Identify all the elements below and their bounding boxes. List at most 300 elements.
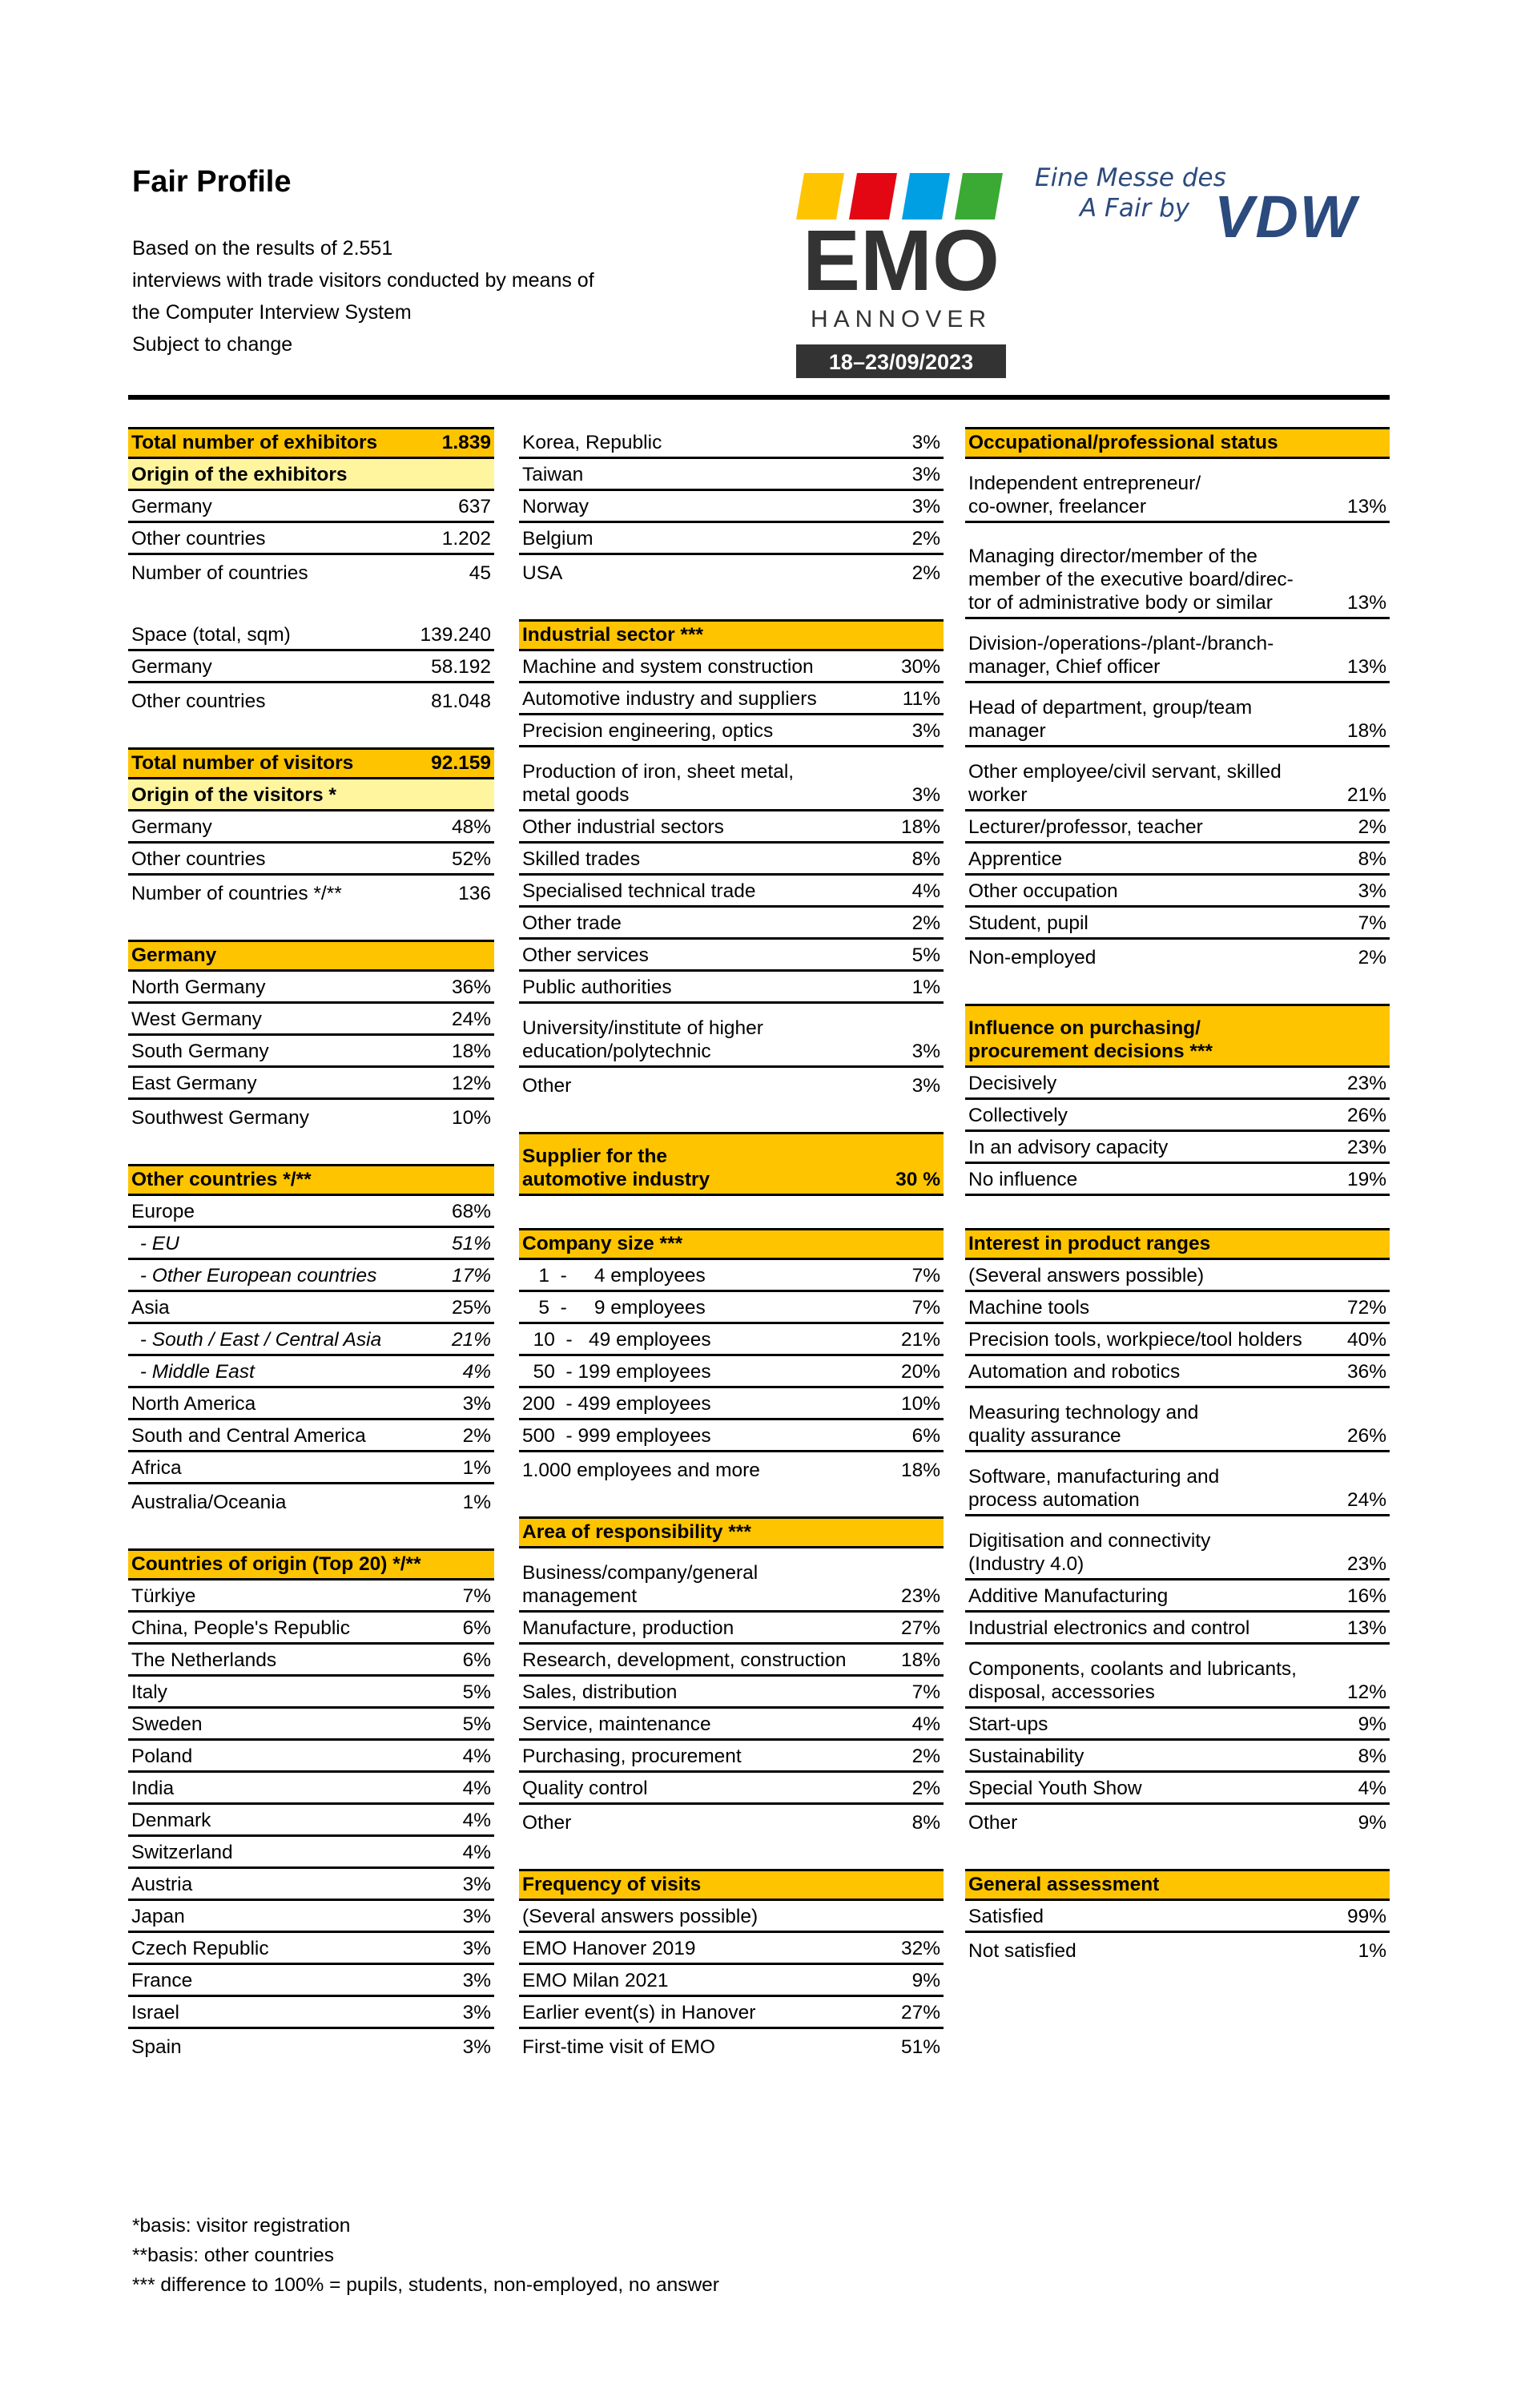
row-label: Purchasing, procurement	[522, 1746, 742, 1767]
row-label: - South / East / Central Asia	[135, 1329, 382, 1351]
table-row	[519, 459, 944, 491]
row-label: Machine and system construction	[522, 656, 814, 678]
row-label: Business/company/general management	[522, 1562, 758, 1607]
intro-line: Based on the results of 2.551	[132, 237, 393, 260]
row-value: 26%	[1346, 1425, 1386, 1447]
table-row	[128, 1773, 494, 1805]
row-label: 200 - 499 employees	[522, 1393, 711, 1415]
row-value: 99%	[1346, 1906, 1386, 1927]
row-label: Public authorities	[522, 976, 672, 998]
spacer	[128, 908, 494, 940]
table-row	[128, 1645, 494, 1677]
row-value: 8%	[1358, 848, 1386, 870]
table-row	[128, 844, 494, 876]
table-row	[965, 1773, 1390, 1805]
row-label: Germany	[131, 944, 217, 966]
row-value: 40%	[1346, 1329, 1386, 1351]
row-label: Europe	[131, 1201, 195, 1222]
table-row	[965, 908, 1390, 940]
row-label: Denmark	[131, 1810, 211, 1831]
row-value: 3%	[911, 1075, 940, 1097]
row-value: 2%	[911, 528, 940, 550]
row-value: 3%	[911, 784, 940, 806]
row-label: Other services	[522, 944, 649, 966]
row-label: Software, manufacturing and process automation	[968, 1466, 1220, 1511]
row-value: 3%	[911, 720, 940, 742]
table-row	[965, 1933, 1390, 1965]
row-label: 1.000 employees and more	[522, 1460, 760, 1481]
row-value: 9%	[911, 1970, 940, 1991]
row-label: Sales, distribution	[522, 1681, 678, 1703]
row-value: 4%	[462, 1842, 491, 1863]
row-label: EMO Hanover 2019	[522, 1938, 696, 1959]
row-label: Other employee/civil servant, skilled worker	[968, 761, 1282, 806]
table-row	[965, 523, 1390, 619]
spacer	[965, 1196, 1390, 1228]
row-label: Influence on purchasing/ procurement decisions ***	[968, 1017, 1213, 1062]
row-label: Poland	[131, 1746, 193, 1767]
row-label: Number of countries	[131, 562, 308, 584]
row-label: West Germany	[131, 1009, 262, 1030]
row-label: North America	[131, 1393, 256, 1415]
table-row	[128, 1196, 494, 1228]
row-label: Türkiye	[131, 1585, 196, 1607]
row-value: 2%	[911, 1778, 940, 1799]
table-row	[128, 1613, 494, 1645]
table-row	[519, 1997, 944, 2029]
table-row	[519, 491, 944, 523]
row-value: 1%	[462, 1492, 491, 1513]
section-header	[519, 1869, 944, 1901]
row-label: North Germany	[131, 976, 266, 998]
row-label: - Middle East	[135, 1361, 255, 1383]
row-value: 3%	[462, 1938, 491, 1959]
row-label: In an advisory capacity	[968, 1137, 1169, 1158]
table-row	[519, 523, 944, 555]
section-header	[965, 1228, 1390, 1260]
spacer	[128, 587, 494, 619]
table-row	[519, 1324, 944, 1356]
row-label: 500 - 999 employees	[522, 1425, 711, 1447]
row-label: - Other European countries	[135, 1265, 377, 1287]
row-value: 2%	[911, 562, 940, 584]
row-label: USA	[522, 562, 563, 584]
vdw-logo	[1035, 160, 1395, 248]
row-label: Start-ups	[968, 1713, 1048, 1735]
row-value: 18%	[900, 1460, 940, 1481]
table-row	[965, 1901, 1390, 1933]
row-label: Other countries	[131, 848, 266, 870]
table-row	[128, 1805, 494, 1837]
row-label: South Germany	[131, 1041, 269, 1062]
row-value: 27%	[900, 1617, 940, 1639]
table-row	[128, 1452, 494, 1484]
row-label: Research, development, construction	[522, 1649, 847, 1671]
table-row	[128, 1997, 494, 2029]
row-label: 1 - 4 employees	[522, 1265, 706, 1287]
row-value: 23%	[1346, 1553, 1386, 1575]
table-row	[965, 940, 1390, 972]
table-row	[519, 1645, 944, 1677]
row-value: 4%	[1358, 1778, 1386, 1799]
row-value: 26%	[1346, 1105, 1386, 1126]
row-label: Industrial electronics and control	[968, 1617, 1250, 1639]
row-label: Frequency of visits	[522, 1874, 702, 1895]
table-row	[519, 1677, 944, 1709]
row-label: China, People's Republic	[131, 1617, 350, 1639]
section-header	[965, 1004, 1390, 1068]
vdw-line2: A Fair by	[1080, 194, 1190, 223]
row-value: 3%	[462, 2036, 491, 2058]
row-value: 52%	[451, 848, 491, 870]
row-label: Total number of exhibitors	[131, 432, 378, 453]
table-row	[519, 555, 944, 587]
emo-city: HANNOVER	[810, 306, 992, 332]
vdw-mark: VDW	[1214, 183, 1358, 248]
column-1	[128, 427, 494, 2061]
row-value: 6%	[462, 1617, 491, 1639]
table-row	[128, 1933, 494, 1965]
row-label: France	[131, 1970, 193, 1991]
row-label: South and Central America	[131, 1425, 366, 1447]
row-label: (Several answers possible)	[522, 1906, 758, 1927]
table-row	[128, 1484, 494, 1516]
row-value: 36%	[451, 976, 491, 998]
row-value: 7%	[1358, 912, 1386, 934]
table-row	[519, 1548, 944, 1613]
table-row	[519, 1452, 944, 1484]
table-row	[965, 1388, 1390, 1452]
table-row	[519, 683, 944, 715]
row-value: 32%	[900, 1938, 940, 1959]
table-row	[519, 1004, 944, 1068]
row-value: 2%	[462, 1425, 491, 1447]
row-value: 2%	[911, 1746, 940, 1767]
table-row	[519, 651, 944, 683]
row-value: 13%	[1346, 592, 1386, 614]
row-value: 3%	[462, 1906, 491, 1927]
row-label: Area of responsibility ***	[522, 1521, 751, 1543]
table-row	[965, 1164, 1390, 1196]
row-label: Decisively	[968, 1073, 1057, 1094]
row-label: Czech Republic	[131, 1938, 269, 1959]
section-header	[519, 1516, 944, 1548]
row-value: 3%	[1358, 880, 1386, 902]
footnote: **basis: other countries	[132, 2245, 334, 2266]
row-value: 24%	[451, 1009, 491, 1030]
row-label: (Several answers possible)	[968, 1265, 1205, 1287]
row-value: 3%	[911, 464, 940, 485]
emo-hannover-logo	[793, 170, 1009, 380]
row-label: Production of iron, sheet metal, metal goods	[522, 761, 795, 806]
row-value: 68%	[451, 1201, 491, 1222]
table-row	[128, 1260, 494, 1292]
row-label: Specialised technical trade	[522, 880, 756, 902]
table-row	[128, 811, 494, 844]
row-label: Digitisation and connectivity (Industry 4.0)	[968, 1530, 1211, 1575]
table-row	[965, 1100, 1390, 1132]
row-value: 5%	[462, 1681, 491, 1703]
table-row	[128, 1420, 494, 1452]
row-label: Other countries	[131, 691, 266, 712]
section-header	[128, 940, 494, 972]
row-value: 3%	[911, 1041, 940, 1062]
row-value: 8%	[1358, 1746, 1386, 1767]
row-value: 12%	[1346, 1681, 1386, 1703]
row-value: 23%	[1346, 1137, 1386, 1158]
table-row	[965, 1452, 1390, 1516]
table-row	[519, 1292, 944, 1324]
row-label: - EU	[135, 1233, 179, 1254]
table-row	[519, 1260, 944, 1292]
row-value: 51%	[451, 1233, 491, 1254]
row-label: Collectively	[968, 1105, 1068, 1126]
row-value: 21%	[451, 1329, 491, 1351]
row-label: Origin of the visitors *	[131, 784, 336, 806]
table-row	[128, 523, 494, 555]
section-header	[128, 779, 494, 811]
row-label: Division-/operations-/plant-/branch- manager, Chief officer	[968, 633, 1274, 678]
intro-line: the Computer Interview System	[132, 301, 412, 324]
row-label: Automation and robotics	[968, 1361, 1181, 1383]
row-label: Austria	[131, 1874, 193, 1895]
row-label: Other	[968, 1812, 1018, 1834]
spacer	[519, 1100, 944, 1132]
table-row	[965, 747, 1390, 811]
row-value: 1.202	[441, 528, 491, 550]
row-value: 136	[458, 883, 491, 904]
footnote: *basis: visitor registration	[132, 2215, 351, 2237]
table-row	[128, 1068, 494, 1100]
table-row	[519, 747, 944, 811]
row-value: 12%	[451, 1073, 491, 1094]
row-value: 4%	[462, 1778, 491, 1799]
footnotes	[132, 2211, 719, 2300]
row-label: Earlier event(s) in Hanover	[522, 2002, 756, 2023]
table-row	[128, 1388, 494, 1420]
row-label: Managing director/member of the member of the executive board/direc- tor of administrative body or similar	[968, 546, 1294, 614]
table-row	[128, 2029, 494, 2061]
row-label: Norway	[522, 496, 589, 517]
row-label: Skilled trades	[522, 848, 641, 870]
row-value: 30 %	[895, 1169, 940, 1190]
spacer	[519, 1196, 944, 1228]
row-label: Other trade	[522, 912, 622, 934]
row-label: Asia	[131, 1297, 170, 1319]
row-label: Africa	[131, 1457, 182, 1479]
table-row	[519, 1965, 944, 1997]
row-value: 5%	[911, 944, 940, 966]
table-row	[128, 1292, 494, 1324]
row-label: The Netherlands	[131, 1649, 277, 1671]
section-header	[519, 1132, 944, 1196]
row-label: Israel	[131, 2002, 179, 2023]
row-label: Australia/Oceania	[131, 1492, 287, 1513]
row-value: 23%	[1346, 1073, 1386, 1094]
row-value: 36%	[1346, 1361, 1386, 1383]
row-label: India	[131, 1778, 175, 1799]
spacer	[965, 972, 1390, 1004]
emo-wordmark: EMO	[802, 211, 1000, 308]
row-label: Precision tools, workpiece/tool holders	[968, 1329, 1302, 1351]
table-row	[965, 1292, 1390, 1324]
table-row	[519, 1356, 944, 1388]
row-value: 16%	[1346, 1585, 1386, 1607]
table-row	[965, 1709, 1390, 1741]
table-row	[128, 619, 494, 651]
row-value: 7%	[462, 1585, 491, 1607]
emo-dates: 18–23/09/2023	[828, 350, 974, 374]
table-row	[128, 1100, 494, 1132]
row-label: University/institute of higher education/polytechnic	[522, 1017, 763, 1062]
table-row	[128, 683, 494, 715]
row-label: Total number of visitors	[131, 752, 354, 774]
table-row	[128, 651, 494, 683]
row-label: Occupational/professional status	[968, 432, 1278, 453]
row-value: 18%	[1346, 720, 1386, 742]
row-value: 17%	[451, 1265, 491, 1287]
row-label: Other countries */**	[131, 1169, 312, 1190]
table-row	[519, 715, 944, 747]
spacer	[519, 587, 944, 619]
table-row	[965, 1068, 1390, 1100]
table-row	[965, 1516, 1390, 1581]
row-label: Satisfied	[968, 1906, 1044, 1927]
table-row	[128, 1869, 494, 1901]
table-row	[519, 1805, 944, 1837]
column-3	[965, 427, 1390, 1965]
row-value: 81.048	[431, 691, 491, 712]
table-row	[128, 1837, 494, 1869]
row-value: 45	[469, 562, 491, 584]
row-value: 3%	[462, 1393, 491, 1415]
section-header	[128, 1164, 494, 1196]
row-label: Lecturer/professor, teacher	[968, 816, 1203, 838]
row-value: 24%	[1346, 1489, 1386, 1511]
row-label: No influence	[968, 1169, 1078, 1190]
row-label: Countries of origin (Top 20) */**	[131, 1553, 421, 1575]
row-value: 3%	[462, 2002, 491, 2023]
row-value: 3%	[911, 432, 940, 453]
table-row	[128, 1741, 494, 1773]
intro-line: Subject to change	[132, 333, 293, 356]
row-value: 7%	[911, 1265, 940, 1287]
table-row	[128, 1677, 494, 1709]
row-value: 6%	[462, 1649, 491, 1671]
row-value: 19%	[1346, 1169, 1386, 1190]
table-row	[519, 1933, 944, 1965]
row-value: 637	[458, 496, 491, 517]
row-value: 4%	[911, 1713, 940, 1735]
row-label: Switzerland	[131, 1842, 233, 1863]
table-row	[128, 1228, 494, 1260]
row-label: Other industrial sectors	[522, 816, 724, 838]
table-row	[965, 1324, 1390, 1356]
row-label: Southwest Germany	[131, 1107, 309, 1129]
row-value: 92.159	[431, 752, 491, 774]
row-value: 4%	[462, 1746, 491, 1767]
row-label: Supplier for the automotive industry	[522, 1146, 710, 1190]
row-value: 13%	[1346, 1617, 1386, 1639]
row-value: 18%	[451, 1041, 491, 1062]
column-2	[519, 427, 944, 2061]
table-row	[965, 1741, 1390, 1773]
table-row	[128, 1965, 494, 1997]
row-value: 5%	[462, 1713, 491, 1735]
spacer	[519, 1837, 944, 1869]
row-label: Other	[522, 1075, 572, 1097]
row-label: Precision engineering, optics	[522, 720, 774, 742]
table-row	[128, 1004, 494, 1036]
table-row	[965, 1260, 1390, 1292]
row-value: 1%	[911, 976, 940, 998]
row-value: 20%	[900, 1361, 940, 1383]
row-label: Measuring technology and quality assurance	[968, 1402, 1199, 1447]
row-label: Japan	[131, 1906, 185, 1927]
row-label: East Germany	[131, 1073, 257, 1094]
spacer	[128, 715, 494, 747]
row-label: Other	[522, 1812, 572, 1834]
row-label: Germany	[131, 496, 212, 517]
table-row	[519, 876, 944, 908]
row-value: 7%	[911, 1297, 940, 1319]
row-value: 58.192	[431, 656, 491, 678]
row-label: First-time visit of EMO	[522, 2036, 715, 2058]
row-value: 13%	[1346, 656, 1386, 678]
table-row	[128, 1356, 494, 1388]
spacer	[128, 1132, 494, 1164]
table-row	[519, 811, 944, 844]
row-label: Italy	[131, 1681, 167, 1703]
table-row	[519, 2029, 944, 2061]
row-value: 10%	[900, 1393, 940, 1415]
row-label: General assessment	[968, 1874, 1160, 1895]
row-value: 21%	[1346, 784, 1386, 806]
table-row	[519, 1741, 944, 1773]
table-row	[519, 1613, 944, 1645]
row-value: 3%	[911, 496, 940, 517]
table-row	[519, 1709, 944, 1741]
table-row	[519, 908, 944, 940]
row-value: 3%	[462, 1874, 491, 1895]
table-row	[519, 1773, 944, 1805]
row-label: Quality control	[522, 1778, 648, 1799]
row-label: Sweden	[131, 1713, 203, 1735]
row-label: Space (total, sqm)	[131, 624, 291, 646]
row-value: 4%	[462, 1361, 491, 1383]
row-label: Spain	[131, 2036, 182, 2058]
row-value: 4%	[462, 1810, 491, 1831]
table-row	[965, 683, 1390, 747]
table-row	[965, 876, 1390, 908]
row-value: 1%	[462, 1457, 491, 1479]
table-row	[519, 1068, 944, 1100]
row-label: Korea, Republic	[522, 432, 662, 453]
header-divider	[128, 395, 1390, 400]
section-header	[128, 747, 494, 779]
table-row	[128, 555, 494, 587]
spacer	[965, 1837, 1390, 1869]
table-row	[965, 1581, 1390, 1613]
row-label: Taiwan	[522, 464, 584, 485]
table-row	[128, 1324, 494, 1356]
table-row	[965, 619, 1390, 683]
spacer	[519, 1484, 944, 1516]
row-value: 8%	[911, 1812, 940, 1834]
row-value: 27%	[900, 2002, 940, 2023]
table-row	[965, 459, 1390, 523]
section-header	[965, 1869, 1390, 1901]
